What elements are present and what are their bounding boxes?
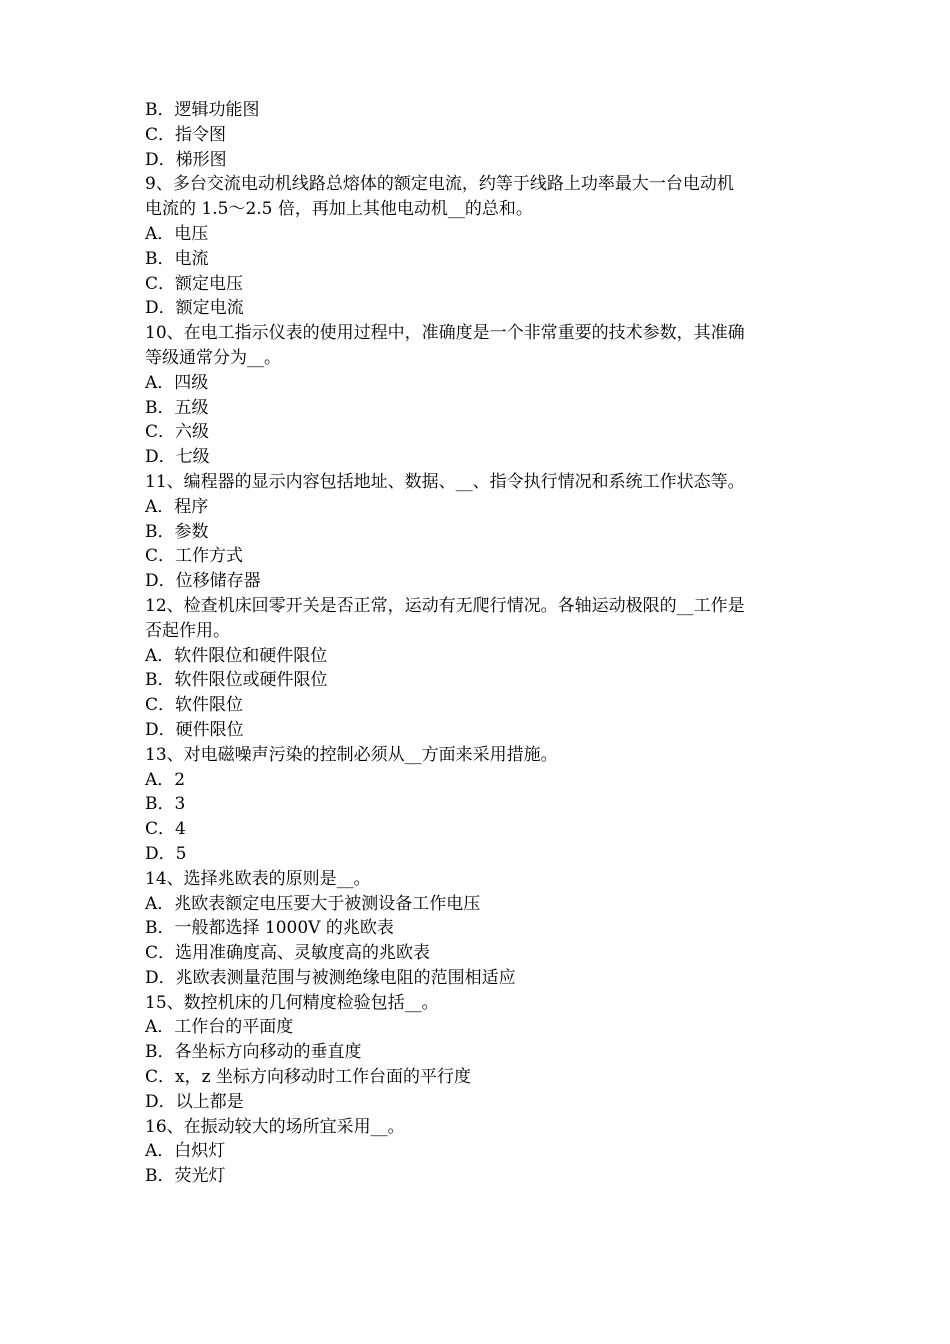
text-line: A．四级 [145,372,209,393]
text-line: B．电流 [145,248,209,269]
text-line: D．5 [145,843,187,864]
text-line: 10、在电工指示仪表的使用过程中，准确度是一个非常重要的技术参数，其准确 [145,323,745,344]
text-line: 15、数控机床的几何精度检验包括__。 [145,992,439,1013]
text-line: A．程序 [145,496,209,517]
text-line: A．工作台的平面度 [145,1017,294,1038]
text-line: A．电压 [145,223,209,244]
text-line: A．2 [145,769,186,790]
text-line: D．额定电流 [145,298,244,319]
text-line: 等级通常分为__。 [145,347,281,368]
text-line: C．4 [145,819,186,840]
text-line: B．各坐标方向移动的垂直度 [145,1042,362,1063]
text-line: D．兆欧表测量范围与被测绝缘电阻的范围相适应 [145,967,516,988]
text-line: D．七级 [145,447,210,468]
text-line: C．工作方式 [145,546,244,567]
text-line: B．五级 [145,397,209,418]
text-line: 13、对电磁噪声污染的控制必须从__方面来采用措施。 [145,744,558,765]
text-line: B．3 [145,794,186,815]
text-line: B．软件限位或硬件限位 [145,670,328,691]
document-body [145,98,815,1189]
text-line: A．白炽灯 [145,1141,226,1162]
text-line: B．逻辑功能图 [145,100,260,120]
text-line: 否起作用。 [145,620,230,641]
text-line: B．参数 [145,521,209,542]
text-line: C．选用准确度高、灵敏度高的兆欧表 [145,943,431,964]
text-line: A．兆欧表额定电压要大于被测设备工作电压 [145,893,481,914]
text-line: D．梯形图 [145,149,227,170]
text-line: 16、在振动较大的场所宜采用__。 [145,1116,405,1137]
text-line: B．一般都选择 1000V 的兆欧表 [145,918,394,939]
text-line: A．软件限位和硬件限位 [145,645,328,666]
text-line: 电流的 1.5～2.5 倍，再加上其他电动机__的总和。 [145,199,533,220]
text-line: 12、检查机床回零开关是否正常，运动有无爬行情况。各轴运动极限的__工作是 [145,595,745,616]
text-line: C．指令图 [145,124,227,145]
text-line: 9、多台交流电动机线路总熔体的额定电流，约等于线路上功率最大一台电动机 [145,174,734,195]
text-line: D．硬件限位 [145,719,244,740]
text-line: 14、选择兆欧表的原则是__。 [145,868,371,889]
text-line: C．x，z 坐标方向移动时工作台面的平行度 [145,1067,471,1088]
text-line: C．额定电压 [145,273,244,294]
text-line: D．以上都是 [145,1091,244,1112]
text-line: 11、编程器的显示内容包括地址、数据、__、指令执行情况和系统工作状态等。 [145,471,745,492]
text-line: C．六级 [145,422,210,443]
text-line: B．荧光灯 [145,1166,226,1187]
text-line: D．位移储存器 [145,571,261,592]
text-line: C．软件限位 [145,695,244,716]
